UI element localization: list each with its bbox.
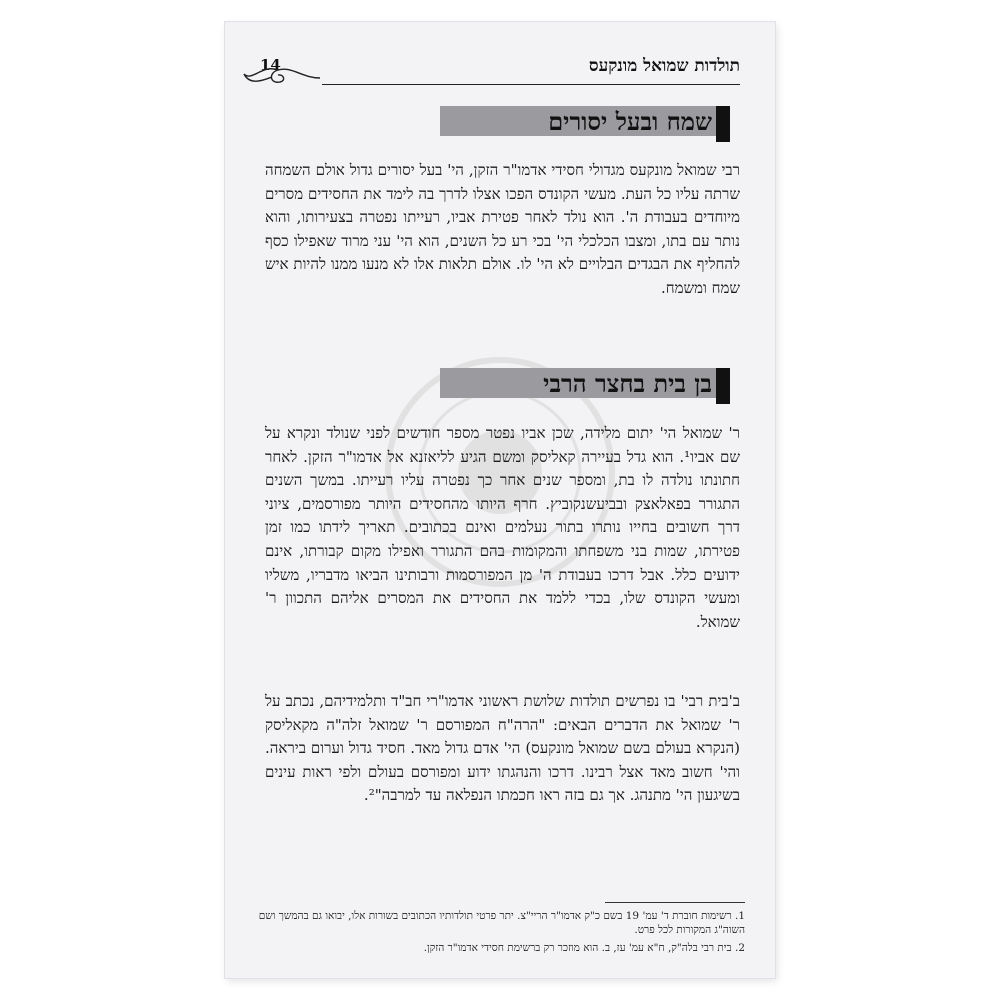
book-page xyxy=(225,22,775,978)
section-2-body-1 xyxy=(265,422,740,634)
section-heading-2 xyxy=(430,368,730,404)
flourish-ornament-icon xyxy=(242,60,322,90)
page-number: 14 xyxy=(260,56,281,74)
header-rule xyxy=(322,84,740,85)
heading-accent-bar xyxy=(716,106,730,142)
section-title: שמח ובעל יסורים xyxy=(548,107,712,136)
footnote-rule xyxy=(605,902,745,903)
section-heading-1 xyxy=(430,106,730,142)
heading-accent-bar xyxy=(716,368,730,404)
paragraph: רבי שמואל מונקעס מגדולי חסידי אדמו"ר הזקן, הי' בעל יסורים גדול אולם השמחה שרתה עליו כל העת. מעשי הקונדס הפכו אצלו לדרך בה לימד את החסידים מסרים מיוחדים בעבודת ה'. הוא נולד לאחר פטירת אביו, רעייתו נפטרה בצעירותו, והוא נותר עם בתו, ומצבו הכלכלי הי' בכי רע כל השנים, הוא הי' עני מרוד שאפילו כסף להחליף את הבגדים הבלויים לא הי' לו. אולם תלאות אלו לא מנעו ממנו להיות איש שמח ומשמח. xyxy=(265,161,740,297)
page-header xyxy=(260,50,740,90)
section-1-body xyxy=(265,159,740,301)
footnote-1: 1. רשימות חוברת ד' עמ' 19 בשם כ"ק אדמו"ר הריי"צ. יתר פרטי תולדותיו הכתובים בשורות אלו, יבואו גם בהמשך ושם השוה"ג המקורות לכל פרט. xyxy=(258,910,745,936)
section-2-body-2 xyxy=(265,690,740,808)
footnotes xyxy=(255,902,745,959)
running-title: תולדות שמואל מונקעס xyxy=(588,56,740,76)
paragraph: ב'בית רבי' בו נפרשים תולדות שלושת ראשוני אדמו"רי חב"ד ותלמידיהם, נכתב על ר' שמואל את הדברים הבאים: "הרה"ח המפורסם ר' שמואל זלה"ה מקאליסק (הנקרא בעולם בשם שמואל מונקעס) הי' אדם גדול מאד. חסיד גדול וערום ביראה. והי' חשוב מאד אצל רבינו. דרכו והנהגתו ידוע ומפורסם בעולם ולפי ראות עינים בשיגעון הי' מתנהג. אך גם בזה ראו חכמתו הנפלאה עד למרבה"². xyxy=(265,692,740,805)
section-title: בן בית בחצר הרבי xyxy=(543,369,712,398)
footnote-2: 2. בית רבי בלה"ק, ח"א עמ' עז, ב. הוא מוזכר רק ברשימת חסידי אדמו"ר הזקן. xyxy=(423,942,745,954)
paragraph: ר' שמואל הי' יתום מלידה, שכן אביו נפטר מספר חודשים לפני שנולד ונקרא על שם אביו¹. הוא גדל בעיירה קאליסק ומשם הגיע לליאזנא אל אדמו"ר הזקן. לאחר חתונתו נולדה לו בת, ומספר שנים אחר כך נפטרה עליו רעייתו. במשך השנים התגורר בפאלאצק ובביעשנקוביץ. חרף היותו מהחסידים היותר מפורסמים, ציוני דרך חשובים בחייו נותרו בתור נעלמים ואינם בכתובים. תאריך לידתו כמו זמן פטירתו, שמות בני משפחתו והמקומות בהם התגורר ואפילו מקום קבורתו, אינם ידועים כלל. אבל דרכו בעבודת ה' מן המפורסמות ורבותינו הביאו מדבריו, משליו ומעשי הקונדס שלו, בכדי ללמד את החסידים את המסרים אליהם התכוון ר' שמואל. xyxy=(265,424,741,631)
